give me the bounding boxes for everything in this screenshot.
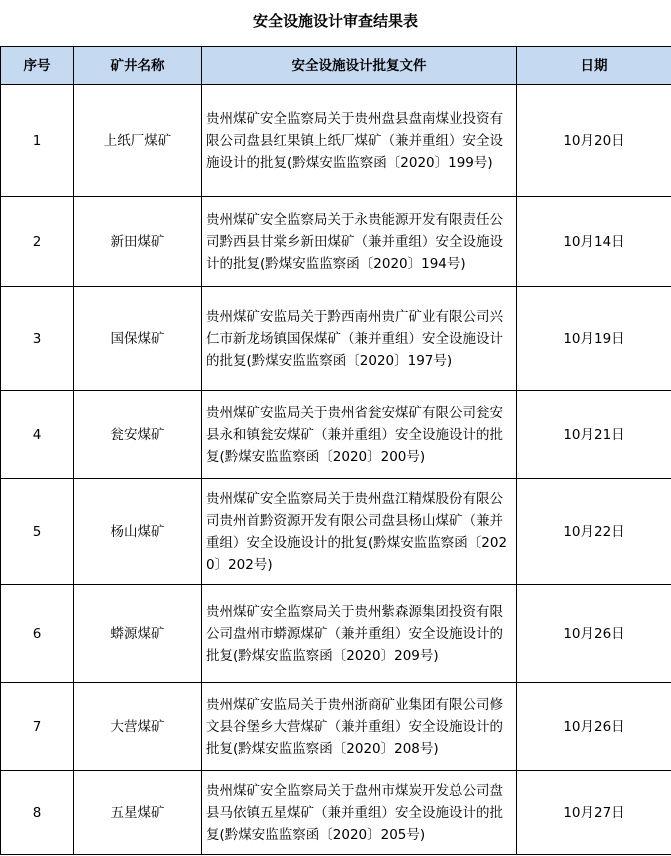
table-row xyxy=(1,391,671,479)
table-header-row xyxy=(1,47,671,85)
row-index: 5 xyxy=(1,479,74,585)
table-row xyxy=(1,683,671,771)
table-row xyxy=(1,479,671,585)
table-row xyxy=(1,197,671,287)
row-index: 7 xyxy=(1,683,74,771)
row-date: 10月21日 xyxy=(517,391,671,479)
row-date: 10月27日 xyxy=(517,771,671,855)
table-row xyxy=(1,585,671,683)
row-mine-name: 蟒源煤矿 xyxy=(74,585,202,683)
header-mine-name: 矿井名称 xyxy=(74,47,202,85)
row-index: 1 xyxy=(1,85,74,197)
row-document: 贵州煤矿安全监察局关于盘州市煤炭开发总公司盘县马依镇五星煤矿（兼并重组）安全设施设计的批复(黔煤安监监察函〔2020〕205号) xyxy=(202,771,517,855)
row-mine-name: 杨山煤矿 xyxy=(74,479,202,585)
row-document: 贵州煤矿安监局关于黔西南州贵广矿业有限公司兴仁市新龙场镇国保煤矿（兼并重组）安全设施设计的批复(黔煤安监监察函〔2020〕197号) xyxy=(202,287,517,391)
row-date: 10月20日 xyxy=(517,85,671,197)
row-document: 贵州煤矿安全监察局关于永贵能源开发有限责任公司黔西县甘棠乡新田煤矿（兼并重组）安全设施设计的批复(黔煤安监监察函〔2020〕194号) xyxy=(202,197,517,287)
table-row xyxy=(1,85,671,197)
row-index: 6 xyxy=(1,585,74,683)
row-date: 10月14日 xyxy=(517,197,671,287)
row-index: 2 xyxy=(1,197,74,287)
row-document: 贵州煤矿安监局关于贵州省瓮安煤矿有限公司瓮安县永和镇瓮安煤矿（兼并重组）安全设施设计的批复(黔煤安监监察函〔2020〕200号) xyxy=(202,391,517,479)
row-document: 贵州煤矿安监局关于贵州浙商矿业集团有限公司修文县谷堡乡大营煤矿（兼并重组）安全设施设计的批复(黔煤安监监察函〔2020〕208号) xyxy=(202,683,517,771)
row-index: 4 xyxy=(1,391,74,479)
row-mine-name: 上纸厂煤矿 xyxy=(74,85,202,197)
row-document: 贵州煤矿安全监察局关于贵州紫森源集团投资有限公司盘州市蟒源煤矿（兼并重组）安全设施设计的批复(黔煤安监监察函〔2020〕209号) xyxy=(202,585,517,683)
header-index: 序号 xyxy=(1,47,74,85)
row-index: 3 xyxy=(1,287,74,391)
table-title: 安全设施设计审查结果表 xyxy=(252,12,418,30)
row-mine-name: 瓮安煤矿 xyxy=(74,391,202,479)
row-document: 贵州煤矿安全监察局关于贵州盘县盘南煤业投资有限公司盘县红果镇上纸厂煤矿（兼并重组）安全设施设计的批复(黔煤安监监察函〔2020〕199号) xyxy=(202,85,517,197)
row-mine-name: 五星煤矿 xyxy=(74,771,202,855)
row-date: 10月26日 xyxy=(517,683,671,771)
header-date: 日期 xyxy=(517,47,671,85)
review-results-table xyxy=(0,46,671,855)
table-row xyxy=(1,771,671,855)
row-mine-name: 国保煤矿 xyxy=(74,287,202,391)
row-date: 10月26日 xyxy=(517,585,671,683)
table-row xyxy=(1,287,671,391)
row-mine-name: 大营煤矿 xyxy=(74,683,202,771)
header-document: 安全设施设计批复文件 xyxy=(202,47,517,85)
row-document: 贵州煤矿安全监察局关于贵州盘江精煤股份有限公司贵州首黔资源开发有限公司盘县杨山煤矿（兼并重组）安全设施设计的批复(黔煤安监监察函〔2020〕202号) xyxy=(202,479,517,585)
row-date: 10月22日 xyxy=(517,479,671,585)
row-index: 8 xyxy=(1,771,74,855)
row-date: 10月19日 xyxy=(517,287,671,391)
row-mine-name: 新田煤矿 xyxy=(74,197,202,287)
